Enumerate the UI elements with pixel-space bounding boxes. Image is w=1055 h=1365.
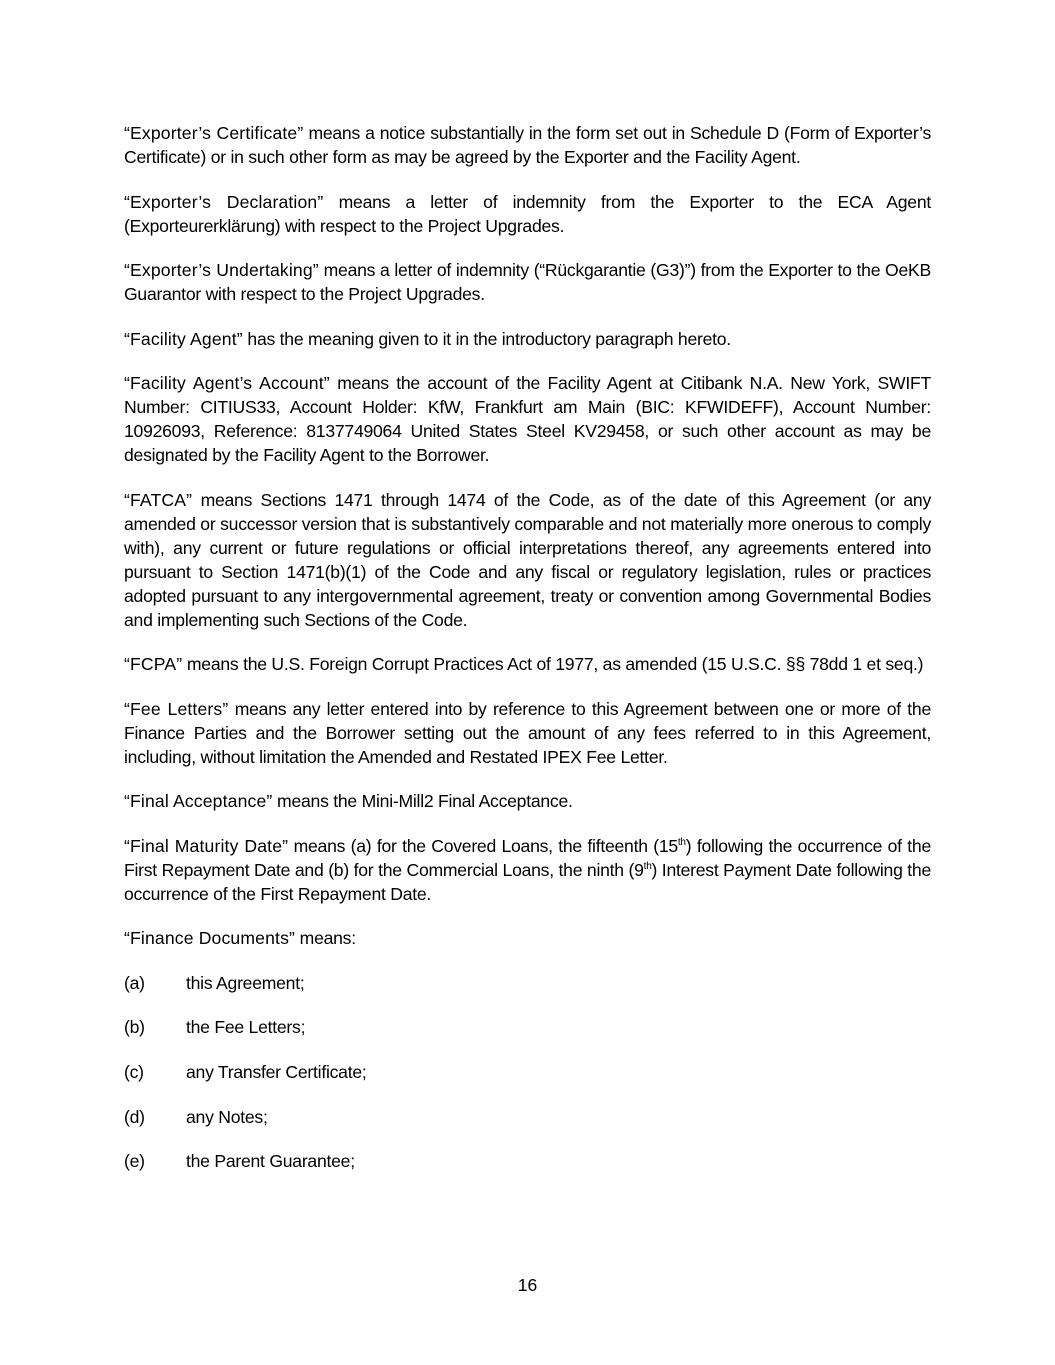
defined-term: “FATCA” bbox=[124, 489, 193, 510]
definition-text: ) following the occurrence of the First Repayment Date and (b) for the Commercial Loans, the ninth (9 bbox=[124, 835, 931, 880]
definition-paragraph bbox=[124, 258, 931, 306]
definition-paragraph bbox=[124, 697, 931, 769]
document-body bbox=[124, 121, 931, 1194]
list-label: (b) bbox=[124, 1017, 145, 1038]
definition-paragraph bbox=[124, 652, 931, 676]
definition-paragraph bbox=[124, 190, 931, 238]
defined-term: “Finance Documents” bbox=[124, 928, 296, 948]
definition-text: means: bbox=[295, 928, 356, 948]
definition-text: means (a) for the Covered Loans, the fifteenth (15 bbox=[288, 835, 678, 856]
definition-text: means Sections 1471 through 1474 of the Code, as of the date of this Agreement (or any amended or successor version that is substantively comparable and not materially more onerous to comply with), any current or future regulations or official interpretations thereof, any agreements entered into pursuant to Section 1471(b)(1) of the Code and any fiscal or regulatory legislation, rules or practices adopted pursuant to any intergovernmental agreement, treaty or convention among Governmental Bodies and implementing such Sections of the Code. bbox=[124, 489, 931, 630]
list-text: any Notes; bbox=[186, 1106, 268, 1127]
defined-term: “Final Acceptance” bbox=[124, 791, 273, 811]
definition-text: means the U.S. Foreign Corrupt Practices Act of 1977, as amended (15 U.S.C. §§ 78dd 1 et seq.) bbox=[182, 654, 924, 674]
definition-text: has the meaning given to it in the introductory paragraph hereto. bbox=[242, 328, 731, 349]
definition-paragraph bbox=[124, 371, 931, 467]
list-item bbox=[124, 971, 931, 995]
definition-text: means the Mini-Mill2 Final Acceptance. bbox=[272, 791, 573, 811]
definition-text: means a letter of indemnity (“Rückgarantie (G3)”) from the Exporter to the OeKB Guarantor with respect to the Project Upgrades. bbox=[124, 260, 931, 304]
list-label: (e) bbox=[124, 1151, 145, 1172]
list-label: (a) bbox=[124, 972, 145, 993]
definition-paragraph bbox=[124, 926, 931, 950]
list-label: (c) bbox=[124, 1061, 144, 1082]
definition-paragraph bbox=[124, 834, 931, 906]
list-text: any Transfer Certificate; bbox=[186, 1061, 367, 1082]
ordinal-suffix: th bbox=[643, 860, 652, 872]
definition-text: means the account of the Facility Agent at Citibank N.A. New York, SWIFT Number: CITIUS33, Account Holder: KfW, Frankfurt am Main (BIC: KFWIDEFF), Account Number: 10926093, Reference: 8137749064 United States Steel KV29458, or such other account as may be designated by the Facility Agent to the Borrower. bbox=[124, 373, 931, 465]
definition-text: means a notice substantially in the form set out in Schedule D (Form of Exporter’s Certificate) or in such other form as may be agreed by the Exporter and the Facility Agent. bbox=[124, 123, 931, 167]
defined-term: “Exporter’s Certificate” bbox=[124, 123, 304, 143]
ordinal-suffix: th bbox=[677, 836, 686, 848]
list-text: the Fee Letters; bbox=[186, 1017, 306, 1038]
defined-term: “FCPA” bbox=[124, 654, 183, 674]
definition-paragraph bbox=[124, 789, 931, 813]
definition-paragraph bbox=[124, 121, 931, 169]
page-number: 16 bbox=[517, 1275, 538, 1295]
list-item bbox=[124, 1060, 931, 1084]
list-item bbox=[124, 1105, 931, 1129]
list-item bbox=[124, 1015, 931, 1039]
defined-term: “Final Maturity Date” bbox=[124, 835, 289, 856]
defined-term: “Facility Agent’s Account” bbox=[124, 373, 330, 393]
list-label: (d) bbox=[124, 1106, 145, 1127]
list-item bbox=[124, 1149, 931, 1173]
definition-text: ) Interest Payment Date following the occurrence of the First Repayment Date. bbox=[124, 859, 931, 904]
definition-paragraph bbox=[124, 327, 931, 351]
definition-paragraph bbox=[124, 488, 931, 632]
defined-term: “Exporter’s Declaration” bbox=[124, 191, 324, 212]
definition-text: means any letter entered into by reference to this Agreement between one or more of the Finance Parties and the Borrower setting out the amount of any fees referred to in this Agreement, including, without limitation the Amended and Restated IPEX Fee Letter. bbox=[124, 698, 931, 767]
defined-term: “Facility Agent” bbox=[124, 328, 243, 349]
list-text: the Parent Guarantee; bbox=[186, 1151, 355, 1172]
definition-text: means a letter of indemnity from the Exporter to the ECA Agent (Exporteurerklärung) with respect to the Project Upgrades. bbox=[124, 191, 932, 236]
list-text: this Agreement; bbox=[186, 972, 305, 993]
defined-term: “Exporter’s Undertaking” bbox=[124, 260, 319, 280]
defined-term: “Fee Letters” bbox=[124, 698, 229, 719]
